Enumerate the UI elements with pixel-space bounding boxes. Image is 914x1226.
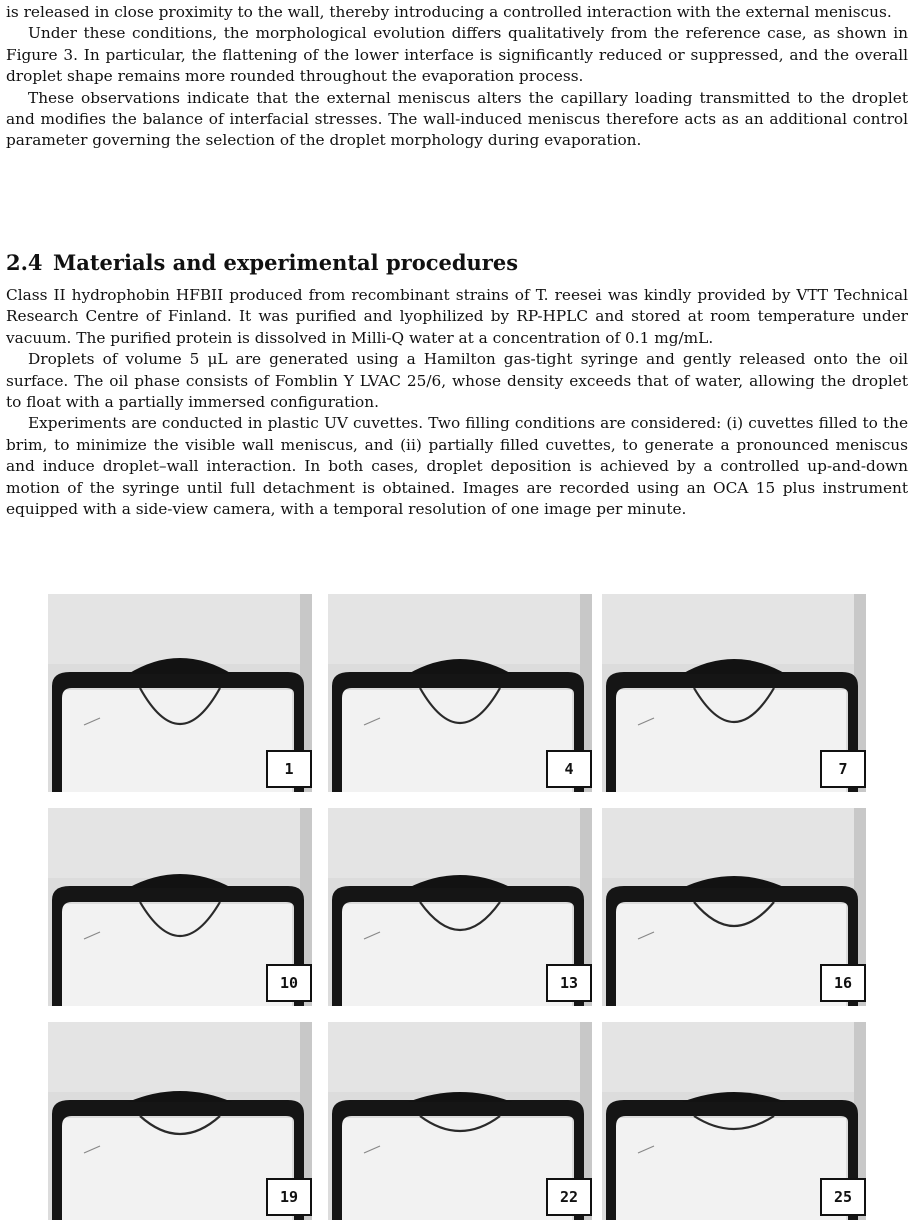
frame-label: 13 (546, 964, 592, 1002)
frame-label: 1 (266, 750, 312, 788)
frame-label: 10 (266, 964, 312, 1002)
frame-label: 4 (546, 750, 592, 788)
paragraph: Class II hydrophobin HFBII produced from recombinant strains of T. reesei was kindly provided by VTT Technical Research Centre of Finland. It was purified and lyophilized by RP-HPLC and stored at room temperature under vacuum. The purified protein is dissolved in Milli-Q water at a concentration of 0.1 mg/mL. (6, 286, 908, 347)
section-heading (6, 250, 518, 275)
droplet-frame (48, 808, 312, 1006)
section-number: 2.4 (6, 250, 43, 275)
paragraph: These observations indicate that the external meniscus alters the capillary loading transmitted to the droplet and modifies the balance of interfacial stresses. The wall-induced meniscus therefore acts as an additional control parameter governing the selection of the droplet morphology during evaporation. (6, 88, 908, 150)
paragraph: Under these conditions, the morphological evolution differs qualitatively from the reference case, as shown in Figure 3. In particular, the flattening of the lower interface is significantly reduced or suppressed, and the overall droplet shape remains more rounded throughout the evaporation process. (6, 24, 908, 86)
figure-image-grid (48, 594, 862, 1226)
body-text-top (6, 2, 908, 152)
droplet-frame (48, 1022, 312, 1220)
paragraph: Experiments are conducted in plastic UV cuvettes. Two filling conditions are considered: (i) cuvettes filled to the brim, to minimize the visible wall meniscus, and (ii) partially filled cuvettes, to generate a pronounced meniscus and induce droplet–wall interaction. In both cases, droplet deposition is achieved by a controlled up-and-down motion of the syringe until full detachment is obtained. Images are recorded using an OCA 15 plus instrument equipped with a side-view camera, with a temporal resolution of one image per minute. (6, 414, 908, 519)
droplet-frame (328, 808, 592, 1006)
droplet-frame (328, 1022, 592, 1220)
droplet-frame (602, 1022, 866, 1220)
frame-label: 22 (546, 1178, 592, 1216)
paragraph: is released in close proximity to the wall, thereby introducing a controlled interaction with the external meniscus. (6, 3, 892, 21)
droplet-frame (602, 808, 866, 1006)
frame-label: 7 (820, 750, 866, 788)
section-title: Materials and experimental procedures (53, 250, 519, 275)
droplet-frame (328, 594, 592, 792)
body-text-section (6, 285, 908, 520)
droplet-frame (602, 594, 866, 792)
frame-label: 25 (820, 1178, 866, 1216)
frame-label: 19 (266, 1178, 312, 1216)
droplet-frame (48, 594, 312, 792)
frame-label: 16 (820, 964, 866, 1002)
paragraph: Droplets of volume 5 μL are generated using a Hamilton gas-tight syringe and gently released onto the oil surface. The oil phase consists of Fomblin Y LVAC 25/6, whose density exceeds that of water, allowing the droplet to float with a partially immersed configuration. (6, 350, 908, 412)
